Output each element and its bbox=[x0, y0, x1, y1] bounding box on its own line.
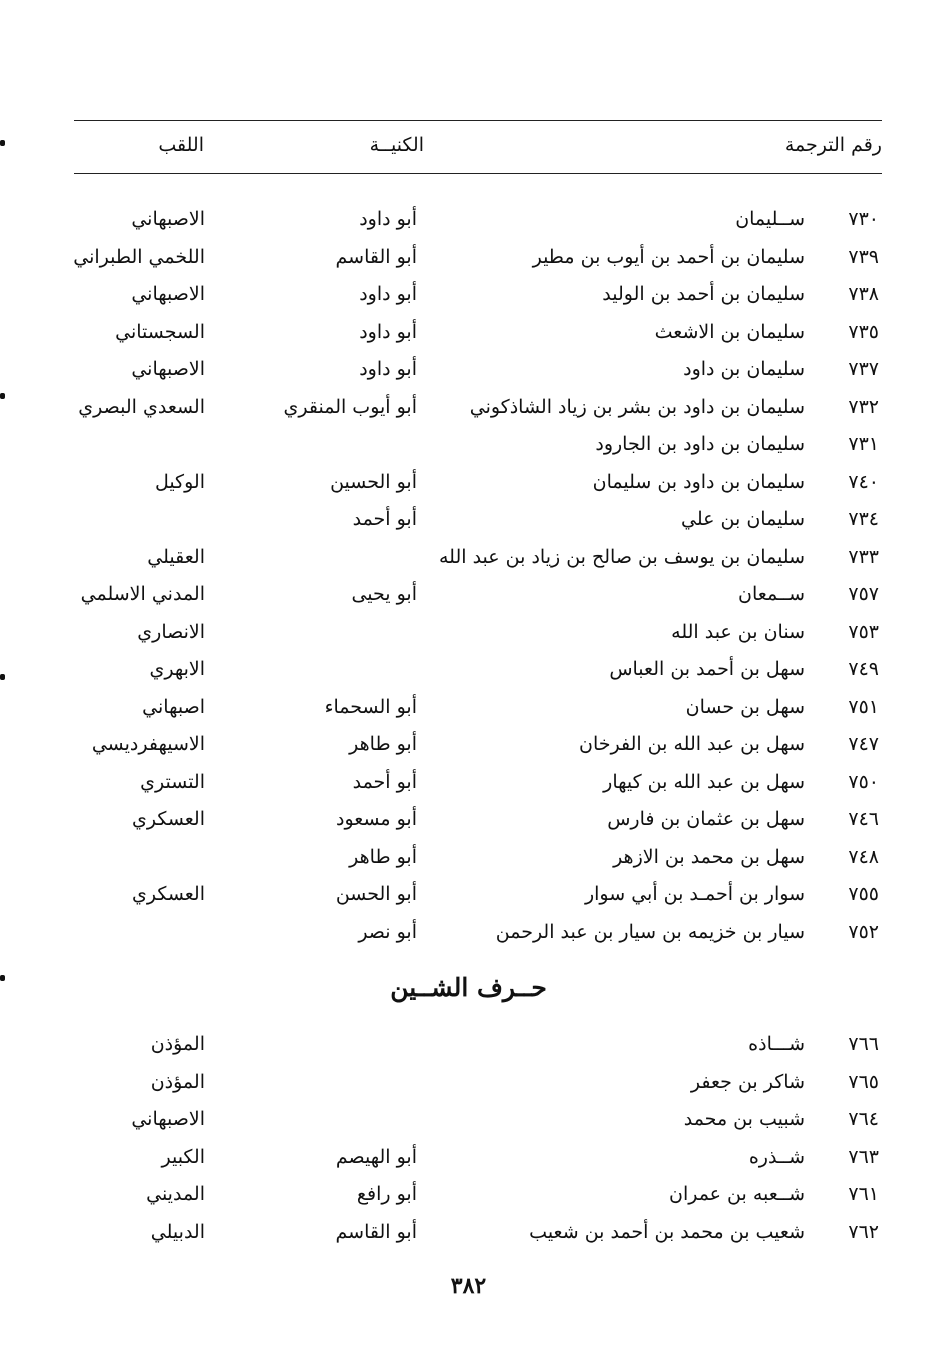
table-row bbox=[0, 1214, 937, 1251]
table-row bbox=[0, 351, 937, 388]
entry-name: سيار بن خزيمه بن سيار بن عبد الرحمن bbox=[495, 920, 805, 943]
entry-name: شـــاذه bbox=[748, 1033, 805, 1055]
entry-number: ٧٦٥ bbox=[848, 1070, 879, 1093]
table-row bbox=[0, 614, 937, 651]
entry-name: سليمان بن أحمد بن الوليد bbox=[602, 283, 805, 305]
entry-laqab: الوكيل bbox=[154, 470, 205, 493]
table-row bbox=[0, 801, 937, 838]
entry-number: ٧٣٨ bbox=[848, 283, 879, 305]
table-row bbox=[0, 876, 937, 913]
entry-number: ٧٣٢ bbox=[848, 395, 879, 418]
entry-number: ٧٤٨ bbox=[848, 845, 879, 868]
entry-name: سليمان بن علي bbox=[681, 508, 805, 530]
entry-laqab: المؤذن bbox=[150, 1033, 205, 1055]
table-row bbox=[0, 1139, 937, 1176]
top-rule bbox=[74, 120, 882, 121]
entry-kunya: أبو رافع bbox=[356, 1183, 417, 1205]
entry-number: ٧٥٢ bbox=[848, 920, 879, 943]
table-row bbox=[0, 389, 937, 426]
entry-kunya: أبو داود bbox=[359, 283, 417, 305]
table-row bbox=[0, 276, 937, 313]
entry-number: ٧٣٧ bbox=[848, 358, 879, 380]
entry-number: ٧٦١ bbox=[848, 1183, 879, 1205]
entry-laqab: الابهري bbox=[149, 658, 205, 680]
entry-kunya: أبو طاهر bbox=[349, 733, 417, 755]
entry-laqab: السجستاني bbox=[115, 320, 205, 343]
entry-number: ٧٦٢ bbox=[848, 1220, 879, 1243]
page-number: ٣٨٢ bbox=[450, 1273, 487, 1299]
table-row bbox=[0, 539, 937, 576]
entry-laqab: اللخمي الطبراني bbox=[73, 245, 205, 268]
entry-laqab: الاصبهاني bbox=[131, 1108, 205, 1130]
entry-number: ٧٤٠ bbox=[848, 470, 879, 493]
entry-kunya: أبو أحمد bbox=[352, 770, 417, 793]
entry-number: ٧٣٣ bbox=[848, 545, 879, 568]
entry-name: شــعبه بن عمران bbox=[668, 1183, 805, 1205]
entry-name: شبيب بن محمد bbox=[683, 1108, 805, 1130]
table-row bbox=[0, 464, 937, 501]
entry-laqab: العقيلي bbox=[147, 545, 205, 568]
entry-name: سهل بن محمد بن الازهر bbox=[613, 845, 805, 868]
table-row bbox=[0, 1026, 937, 1063]
entry-number: ٧٥٠ bbox=[848, 770, 879, 793]
entry-kunya: أبو داود bbox=[359, 208, 417, 230]
entry-kunya: أبو الحسن bbox=[335, 883, 417, 905]
entry-kunya: أبو القاسم bbox=[335, 1220, 417, 1243]
entry-name: سوار بن أحمـد بن أبي سوار bbox=[584, 883, 805, 905]
entry-laqab: العسكري bbox=[131, 883, 205, 905]
entry-laqab: الانصاري bbox=[137, 620, 205, 643]
entry-kunya: أبو السحماء bbox=[324, 695, 417, 718]
entry-laqab: التستري bbox=[140, 770, 205, 793]
entry-kunya: أبو أحمد bbox=[352, 508, 417, 530]
entry-kunya: أبو الهيصم bbox=[335, 1145, 417, 1168]
entry-name: سهل بن عبد الله بن الفرخان bbox=[578, 733, 805, 755]
entry-kunya: أبو القاسم bbox=[335, 245, 417, 268]
table-row bbox=[0, 501, 937, 538]
entry-laqab: الاصبهاني bbox=[131, 283, 205, 305]
header-laqab-column: اللقب bbox=[158, 134, 204, 156]
entry-number: ٧٦٦ bbox=[848, 1033, 879, 1055]
entry-kunya: أبو أيوب المنقري bbox=[283, 395, 417, 418]
entry-kunya: أبو داود bbox=[359, 320, 417, 343]
entry-name: سليمان بن داود bbox=[683, 358, 805, 380]
entry-name: سهل بن عثمان بن فارس bbox=[607, 808, 805, 830]
entry-number: ٧٣٠ bbox=[848, 208, 879, 230]
entry-laqab: المؤذن bbox=[150, 1070, 205, 1093]
table-row bbox=[0, 1101, 937, 1138]
entry-name: سليمان بن الاشعث bbox=[654, 320, 805, 343]
entry-laqab: اصبهاني bbox=[142, 695, 205, 718]
entry-number: ٧٦٤ bbox=[848, 1108, 879, 1130]
header-kunya-column: الكنيــة bbox=[369, 134, 424, 156]
entry-name: سليمان بن داود بن سليمان bbox=[592, 470, 805, 493]
entry-number: ٧٤٩ bbox=[848, 658, 879, 680]
entry-laqab: السعدي البصري bbox=[78, 395, 205, 418]
table-row bbox=[0, 689, 937, 726]
entry-number: ٧٣٥ bbox=[848, 320, 879, 343]
entry-name: سهل بن حسان bbox=[685, 695, 805, 718]
entry-kunya: أبو نصر bbox=[358, 920, 417, 943]
entry-number: ٧٥١ bbox=[848, 695, 879, 718]
entry-number: ٧٤٧ bbox=[848, 733, 879, 755]
table-row bbox=[0, 914, 937, 951]
table-row bbox=[0, 426, 937, 463]
margin-mark bbox=[0, 393, 5, 399]
entry-number: ٧٥٥ bbox=[848, 883, 879, 905]
table-row bbox=[0, 576, 937, 613]
table-row bbox=[0, 314, 937, 351]
entry-kunya: أبو طاهر bbox=[349, 845, 417, 868]
entry-laqab: الاسيهفرديسي bbox=[91, 733, 205, 755]
entry-name: شــذره bbox=[748, 1145, 805, 1168]
table-row bbox=[0, 839, 937, 876]
entry-laqab: العسكري bbox=[131, 808, 205, 830]
entry-number: ٧٥٧ bbox=[848, 583, 879, 605]
entry-number: ٧٣١ bbox=[848, 433, 879, 455]
entry-kunya: أبو داود bbox=[359, 358, 417, 380]
entry-laqab: الكبير bbox=[161, 1145, 205, 1168]
entry-laqab: الاصبهاني bbox=[131, 358, 205, 380]
entry-kunya: أبو الحسين bbox=[330, 470, 417, 493]
table-row bbox=[0, 726, 937, 763]
table-row bbox=[0, 1176, 937, 1213]
margin-mark bbox=[0, 975, 5, 981]
table-row bbox=[0, 764, 937, 801]
entry-name: سليمان بن يوسف بن صالح بن زياد بن عبد الله bbox=[438, 545, 805, 568]
section-title: حــرف الشــين bbox=[390, 973, 547, 1002]
entry-name: سهل بن أحمد بن العباس bbox=[609, 658, 805, 680]
entry-number: ٧٣٤ bbox=[848, 508, 879, 530]
entry-name: سنان بن عبد الله bbox=[671, 620, 805, 643]
entry-name: سهل بن عبد الله بن كيهار bbox=[603, 770, 805, 793]
margin-mark bbox=[0, 140, 5, 146]
entry-laqab: الاصبهاني bbox=[131, 208, 205, 230]
entry-number: ٧٥٣ bbox=[848, 620, 879, 643]
entry-kunya: أبو يحيى bbox=[351, 583, 417, 605]
entry-number: ٧٣٩ bbox=[848, 245, 879, 268]
entry-name: ســليمان bbox=[735, 208, 805, 230]
entry-number: ٧٦٣ bbox=[848, 1145, 879, 1168]
margin-mark bbox=[0, 674, 5, 680]
entry-name: شعيب بن محمد بن أحمد بن شعيب bbox=[529, 1220, 805, 1243]
table-row bbox=[0, 239, 937, 276]
entry-laqab: المديني bbox=[146, 1183, 205, 1205]
entry-name: ســمعان bbox=[738, 583, 805, 605]
table-row bbox=[0, 651, 937, 688]
entry-name: شاكر بن جعفر bbox=[690, 1070, 805, 1093]
entry-number: ٧٤٦ bbox=[848, 808, 879, 830]
entry-name: سليمان بن داود بن الجارود bbox=[595, 433, 805, 455]
entry-name: سليمان بن داود بن بشر بن زياد الشاذكوني bbox=[469, 395, 805, 418]
entry-name: سليمان بن أحمد بن أيوب بن مطير bbox=[532, 245, 805, 268]
entry-kunya: أبو مسعود bbox=[336, 808, 417, 830]
entry-laqab: المدني الاسلمي bbox=[80, 583, 205, 605]
entry-laqab: الدبيلي bbox=[150, 1220, 205, 1243]
header-bottom-rule bbox=[74, 173, 882, 174]
header-number-column: رقم الترجمة bbox=[784, 134, 882, 156]
table-row bbox=[0, 201, 937, 238]
table-row bbox=[0, 1064, 937, 1101]
